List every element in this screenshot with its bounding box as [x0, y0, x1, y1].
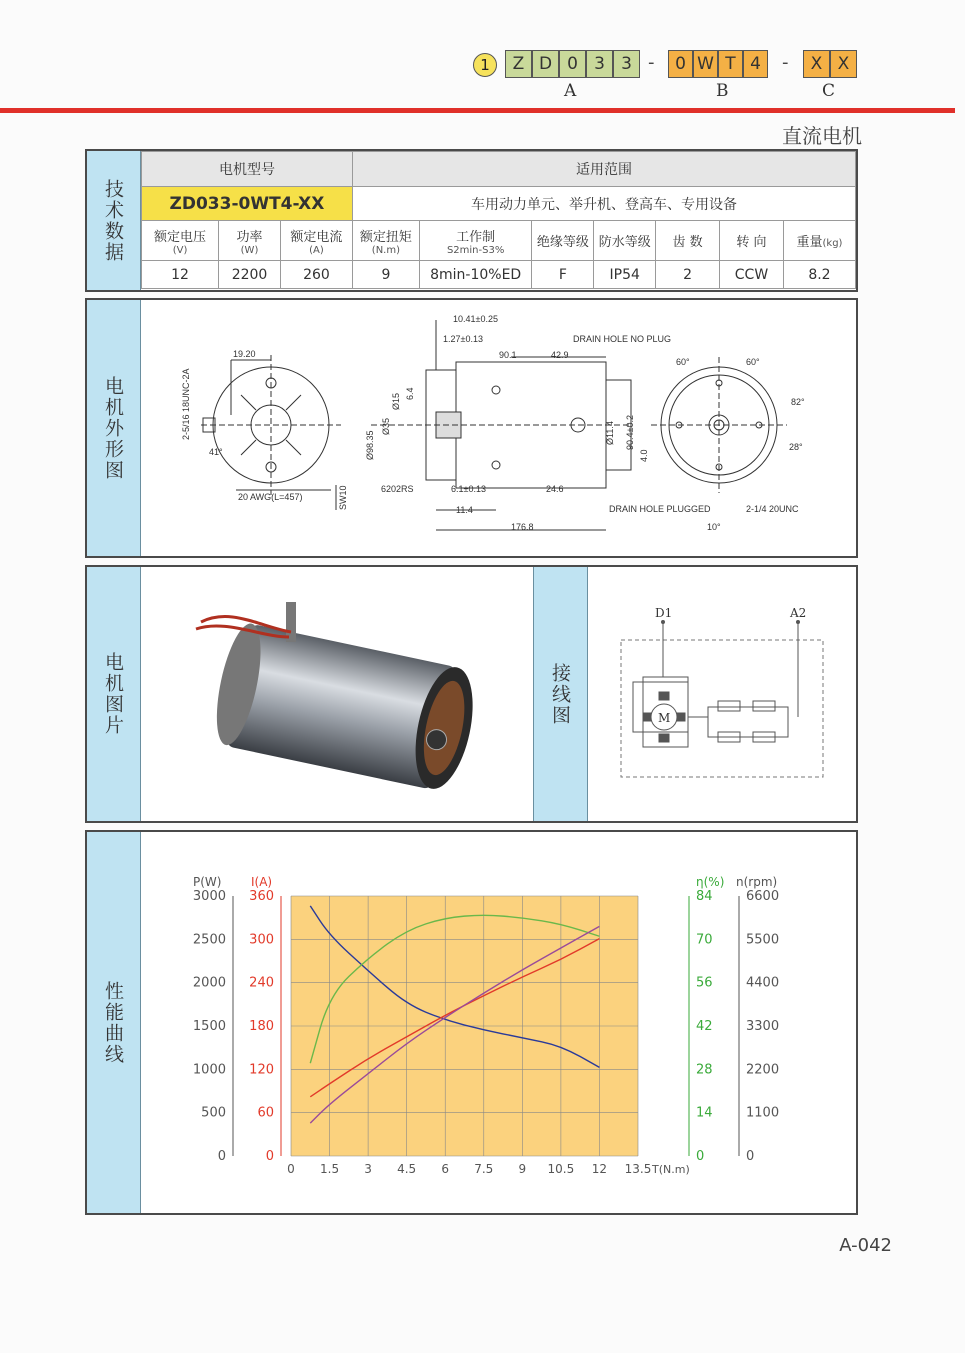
spec-col-unit: (N.m): [371, 244, 400, 256]
y-tick-label-I: 120: [249, 1062, 274, 1078]
x-tick-label: 3: [364, 1162, 372, 1176]
y-tick-label-n: 6600: [746, 889, 780, 904]
code-char: 3: [586, 50, 613, 78]
y-tick-label-I: 360: [249, 889, 274, 904]
code-dash-1: -: [648, 52, 655, 73]
y-tick-label-n: 5500: [746, 932, 780, 948]
dim-24-6: 24.6: [546, 484, 564, 494]
spec-col-unit: (W): [240, 244, 259, 256]
dim-176-8: 176.8: [511, 522, 534, 532]
code-char: Z: [505, 50, 532, 78]
y-tick-label-eta: 70: [696, 932, 713, 948]
wiring-side: 接线图: [533, 567, 588, 821]
dim-thread: 2-5/16 18UNC-2A: [181, 368, 191, 440]
dim-11-4-dia: Ø11.4: [605, 421, 615, 445]
spec-col-name: 防水等级: [598, 235, 651, 250]
dim-wire: 20 AWG(L=457): [238, 492, 303, 502]
y-tick-label-P: 2000: [192, 975, 226, 991]
x-axis-label: T(N.m): [652, 1163, 690, 1176]
code-char: D: [532, 50, 559, 78]
dim-angle-41: 41°: [209, 447, 223, 457]
spec-value: IP54: [594, 261, 656, 289]
x-tick-label: 9: [518, 1162, 527, 1176]
x-tick-label: 10.5: [547, 1162, 575, 1176]
y-tick-label-n: 3300: [746, 1019, 780, 1034]
y-axis-label-P: P(W): [193, 875, 222, 889]
brush: [659, 692, 669, 700]
spec-col-header: [419, 221, 532, 261]
header-rule: [0, 108, 955, 113]
spec-value: 9: [352, 261, 419, 289]
y-tick-label-P: 2500: [192, 932, 226, 948]
dim-28: 28°: [789, 442, 803, 452]
model-header: 电机型号: [142, 152, 353, 187]
y-axis-label-eta: η(%): [696, 875, 725, 889]
dim-sw10: SW10: [338, 485, 348, 510]
dim-42-9: 42.9: [551, 350, 569, 360]
x-tick-label: 4.5: [397, 1162, 417, 1176]
spec-col-header: [656, 221, 720, 261]
model-index-circle: 1: [473, 53, 497, 77]
dim-60-b: 60°: [746, 357, 760, 367]
spec-col-header: [594, 221, 656, 261]
spec-value: F: [532, 261, 594, 289]
dim-6-4: 6.4: [405, 387, 415, 400]
dim-1-27: 1.27±0.13: [443, 334, 483, 344]
application-range: 车用动力单元、举升机、登高车、专用设备: [352, 187, 855, 221]
spec-col-name: 绝缘等级: [536, 235, 589, 250]
y-tick-label-I: 180: [249, 1019, 274, 1034]
screw: [492, 386, 500, 394]
terminal-a2: [796, 620, 800, 624]
drain-no-plug: DRAIN HOLE NO PLUG: [573, 334, 672, 344]
terminal-d1: [661, 620, 665, 624]
field-winding: [718, 701, 740, 711]
spec-col-unit: (kg): [822, 238, 843, 249]
label-a2: A2: [790, 606, 807, 620]
x-tick-label: 13.5: [624, 1162, 652, 1176]
spec-col-name: 工作制: [456, 229, 496, 245]
y-tick-label-P: 0: [217, 1149, 226, 1164]
dim-98-35: Ø98.35: [365, 430, 375, 460]
code-char: T: [718, 50, 743, 78]
performance-chart: [141, 832, 856, 1213]
y-axis-label-n: n(rpm): [736, 875, 778, 889]
y-tick-label-eta: 42: [696, 1019, 713, 1034]
spec-col-header: [532, 221, 594, 261]
y-tick-label-P: 3000: [192, 889, 226, 904]
y-tick-label-eta: 84: [696, 889, 713, 904]
spec-col-unit: (A): [309, 244, 324, 256]
y-tick-label-eta: 28: [696, 1062, 713, 1078]
code-char: 0: [668, 50, 693, 78]
code-dash-2: -: [782, 52, 789, 73]
model-number: ZD033-0WT4-XX: [142, 187, 353, 221]
spec-col-header: [352, 221, 419, 261]
page-number: A-042: [839, 1235, 892, 1256]
spec-col-name: 功率: [236, 229, 263, 245]
y-tick-label-n: 1100: [746, 1105, 780, 1121]
dim-15: Ø15: [391, 392, 401, 410]
code-char: 4: [743, 50, 768, 78]
brush: [643, 713, 651, 721]
photo-side: 电机图片: [87, 567, 141, 821]
y-tick-label-I: 0: [265, 1149, 274, 1164]
spec-col-name: 重量: [796, 235, 823, 250]
drain-plugged: DRAIN HOLE PLUGGED: [609, 504, 711, 514]
code-char: 0: [559, 50, 586, 78]
x-tick-label: 0: [287, 1162, 295, 1176]
spec-col-name: 额定电流: [290, 229, 343, 245]
thread-2-1-4: 2-1/4 20UNC: [746, 504, 799, 514]
code-char: X: [803, 50, 830, 78]
curve-side: 性能曲线: [87, 832, 141, 1213]
spec-value: 8min-10%ED: [419, 261, 532, 289]
dim-90-4: 90.4±0.2: [625, 415, 635, 450]
dim-11-4: 11.4: [456, 505, 473, 515]
y-tick-label-P: 500: [201, 1105, 226, 1121]
spec-value: 12: [142, 261, 219, 289]
label-d1: D1: [655, 606, 673, 620]
spec-value: 2200: [219, 261, 281, 289]
dim-10: 10°: [707, 522, 721, 532]
y-tick-label-eta: 14: [696, 1105, 713, 1121]
label-m: M: [658, 711, 671, 725]
spec-value: CCW: [720, 261, 784, 289]
brush: [677, 713, 685, 721]
spec-col-name: 齿 数: [672, 235, 703, 250]
code-label-b: B: [716, 81, 729, 101]
y-tick-label-eta: 56: [696, 975, 713, 991]
wiring-box: [621, 640, 823, 777]
range-header: 适用范围: [352, 152, 855, 187]
y-tick-label-n: 0: [746, 1149, 755, 1164]
code-label-c: C: [822, 81, 836, 101]
spec-col-header: [219, 221, 281, 261]
dim-6-1: 6.1±0.13: [451, 484, 486, 494]
y-tick-label-n: 4400: [746, 975, 780, 991]
y-tick-label-I: 300: [249, 932, 274, 948]
x-tick-label: 1.5: [320, 1162, 340, 1176]
dim-35: Ø35: [381, 417, 391, 435]
brush: [659, 734, 669, 742]
spec-col-name: 额定电压: [154, 229, 207, 245]
spec-value: 260: [280, 261, 352, 289]
tech-data-side: 技术数据: [87, 151, 141, 290]
spec-col-header: [720, 221, 784, 261]
spec-col-header: [783, 221, 855, 261]
dim-60-a: 60°: [676, 357, 690, 367]
y-axis-label-I: I(A): [251, 875, 273, 889]
field-winding: [753, 701, 775, 711]
spec-table: [141, 151, 856, 289]
dim-10-41: 10.41±0.25: [453, 314, 498, 324]
dim-19-20: 19.20: [233, 349, 256, 359]
page-title: 直流电机: [782, 124, 862, 148]
bearing-6202rs: 6202RS: [381, 484, 414, 494]
spec-col-unit: S2min-S3%: [446, 244, 505, 256]
wiring-diagram: [588, 567, 856, 821]
x-tick-label: 12: [591, 1162, 608, 1176]
y-tick-label-I: 240: [249, 975, 274, 991]
x-tick-label: 6: [441, 1162, 450, 1176]
dim-82: 82°: [791, 397, 805, 407]
dim-90-1: 90.1: [499, 350, 517, 360]
y-tick-label-n: 2200: [746, 1062, 780, 1078]
outline-drawing: [141, 300, 856, 556]
y-tick-label-eta: 0: [696, 1149, 705, 1164]
x-tick-label: 7.5: [474, 1162, 494, 1176]
spec-col-unit: (V): [172, 244, 188, 256]
screw: [492, 461, 500, 469]
motor-photo: [141, 567, 533, 821]
spec-col-name: 额定扭矩: [359, 229, 412, 245]
code-char: W: [693, 50, 718, 78]
spec-col-header: [280, 221, 352, 261]
dim-4-0: 4.0: [639, 449, 649, 462]
code-char: X: [830, 50, 857, 78]
spec-col-header: [142, 221, 219, 261]
y-tick-label-P: 1500: [192, 1019, 226, 1034]
spec-value: 2: [656, 261, 720, 289]
y-tick-label-I: 60: [257, 1105, 274, 1121]
spec-col-name: 转 向: [736, 235, 767, 250]
spec-value: 8.2: [783, 261, 855, 289]
outline-side: 电机外形图: [87, 300, 141, 556]
code-char: 3: [613, 50, 640, 78]
y-tick-label-P: 1000: [192, 1062, 226, 1078]
code-label-a: A: [564, 81, 577, 101]
